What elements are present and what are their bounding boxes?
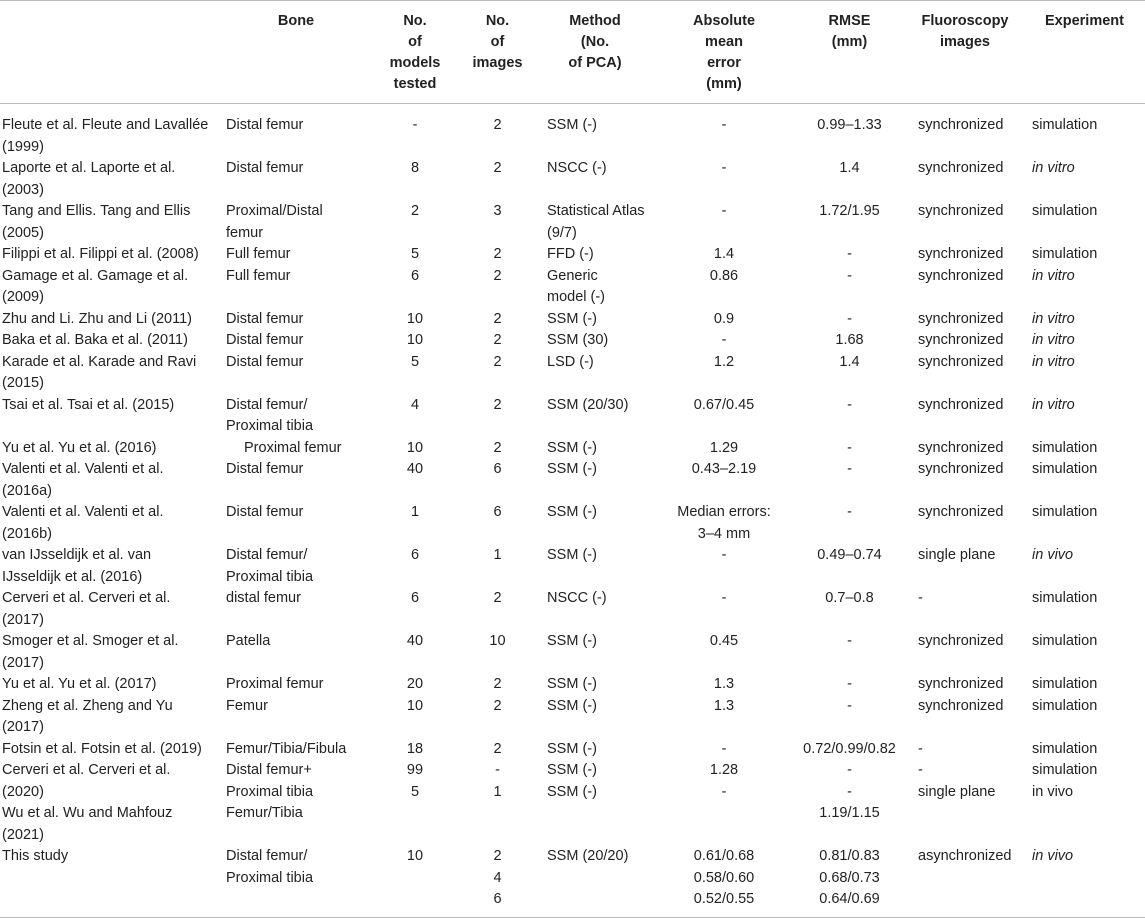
header-method: Method (No. of PCA) [535, 1, 655, 104]
cell-models: 2 [410, 203, 420, 219]
cell-method: SSM (-) [547, 740, 597, 757]
cell-method: SSM (-) [547, 697, 597, 714]
cell-fluoro: asynchronized [906, 846, 1024, 917]
header-fluoro: Fluoroscopy images [906, 1, 1024, 104]
cell-fluoro: synchronized [918, 633, 1004, 649]
cell-ame: 0.86 [709, 267, 739, 284]
cell-rmse: - [847, 461, 852, 477]
cell-fluoro: synchronized [918, 246, 1004, 262]
table-row [0, 395, 1145, 438]
cell-fluoro [906, 803, 1024, 846]
header-ame: Absolute mean error (mm) [655, 1, 793, 104]
cell-fluoro: single plane [918, 547, 996, 563]
cell-images: 3 [493, 203, 502, 219]
cell-method: SSM (-) [547, 461, 597, 477]
cell-rmse: 0.49–0.74 [817, 547, 882, 563]
cell-bone: Distal femur [226, 310, 304, 327]
cell-images: 2 4 6 [460, 846, 535, 917]
cell-bone: Full femur [226, 267, 291, 284]
cell-rmse: - - [847, 762, 852, 800]
cell-models: 6 [410, 267, 420, 284]
header-rmse: RMSE (mm) [793, 1, 906, 104]
cell-models: 99 5 [406, 762, 424, 800]
table-row [0, 244, 1145, 266]
table-row [0, 438, 1145, 460]
table-body [0, 104, 1145, 918]
cell-bone: Distal femur [226, 504, 304, 520]
cell-rmse: 1.4 [839, 353, 860, 370]
cell-experiment: in vitro [1032, 353, 1075, 370]
header-models: No. of models tested [370, 1, 460, 104]
cell-rmse: 1.4 [839, 160, 860, 176]
cell-experiment: in vivo [1032, 547, 1074, 563]
cell-images: 2 [493, 396, 502, 413]
cell-experiment: simulation [1032, 461, 1098, 477]
cell-bone: Distal femur/ Proximal tibia [226, 547, 314, 585]
cell-experiment: simulation [1032, 697, 1098, 714]
cell-fluoro: synchronized [918, 160, 1004, 176]
cell-bone: Proximal/Distal femur [226, 203, 323, 241]
cell-study: Baka et al. Baka et al. (2011) [2, 332, 188, 348]
cell-study: Laporte et al. Laporte et al. (2003) [2, 160, 176, 198]
cell-method: SSM (20/20) [535, 846, 655, 917]
cell-rmse: 0.7–0.8 [825, 590, 874, 606]
cell-models: 4 [410, 396, 420, 413]
cell-ame: Median errors: 3–4 mm [677, 504, 771, 542]
cell-ame: - [721, 203, 727, 219]
header-bone: Bone [222, 1, 370, 104]
cell-ame: 1.3 [713, 697, 735, 714]
cell-images: 2 [493, 267, 502, 284]
cell-images: 2 [493, 439, 502, 456]
cell-fluoro: synchronized [918, 332, 1004, 348]
cell-rmse: - [847, 676, 852, 692]
cell-ame: 1.3 [713, 676, 735, 692]
cell-method: SSM (-) [547, 633, 597, 649]
cell-fluoro: synchronized [918, 504, 1004, 520]
cell-ame: 1.2 [713, 353, 735, 370]
cell-bone: Distal femur [226, 160, 304, 176]
cell-models: 10 [406, 439, 424, 456]
cell-method: Generic model (-) [547, 267, 606, 305]
cell-images: - 1 [493, 762, 502, 800]
cell-experiment: simulation [1032, 504, 1098, 520]
cell-method: FFD (-) [547, 246, 594, 262]
table-row [0, 545, 1145, 588]
cell-study: Fotsin et al. Fotsin et al. (2019) [2, 740, 202, 757]
cell-fluoro: - [918, 740, 923, 757]
cell-method: NSCC (-) [547, 160, 607, 176]
cell-experiment: simulation [1032, 590, 1098, 606]
cell-bone: Distal femur+ Proximal tibia [226, 762, 314, 800]
cell-experiment: simulation [1032, 203, 1098, 219]
table-row [0, 330, 1145, 352]
cell-ame: - [721, 160, 727, 176]
table-row [0, 266, 1145, 309]
cell-models [370, 803, 460, 846]
table-row [0, 588, 1145, 631]
table-row [0, 201, 1145, 244]
cell-method [535, 803, 655, 846]
cell-method: Statistical Atlas (9/7) [547, 203, 645, 241]
cell-rmse: 0.72/0.99/0.82 [803, 740, 896, 757]
cell-rmse: - [847, 310, 852, 327]
cell-fluoro: synchronized [918, 676, 1004, 692]
cell-method: SSM (-) [547, 310, 597, 327]
cell-experiment: simulation [1032, 676, 1098, 692]
table-row [0, 352, 1145, 395]
cell-rmse: - [847, 396, 852, 413]
cell-rmse: 0.81/0.83 0.68/0.73 0.64/0.69 [793, 846, 906, 917]
cell-bone: Distal femur [226, 461, 304, 477]
cell-study: Valenti et al. Valenti et al. (2016a) [2, 461, 164, 499]
table-row [0, 104, 1145, 159]
table-row [0, 846, 1145, 917]
cell-models: 18 [406, 740, 424, 757]
cell-experiment: in vitro [1032, 396, 1075, 413]
cell-ame: - [721, 590, 727, 606]
header-experiment: Experiment [1024, 1, 1145, 104]
cell-method: SSM (30) [547, 332, 609, 348]
cell-fluoro: synchronized [918, 203, 1004, 219]
cell-ame [655, 803, 793, 846]
cell-bone: Full femur [226, 246, 291, 262]
cell-images: 6 [493, 461, 502, 477]
cell-fluoro: synchronized [918, 117, 1004, 133]
cell-experiment: in vivo [1024, 846, 1145, 917]
cell-rmse: - [847, 633, 852, 649]
cell-method: NSCC (-) [547, 590, 607, 606]
cell-fluoro: synchronized [918, 697, 1004, 714]
cell-method: SSM (-) SSM (-) [547, 762, 597, 800]
cell-study: Fleute et al. Fleute and Lavallée (1999) [2, 117, 209, 155]
cell-ame: 0.43–2.19 [691, 461, 757, 477]
table-row [0, 674, 1145, 696]
cell-study: van IJsseldijk et al. van IJsseldijk et al. (2016) [2, 547, 152, 585]
cell-study: Cerveri et al. Cerveri et al. (2017) [2, 590, 171, 628]
cell-experiment: in vitro [1032, 160, 1075, 176]
cell-models: 40 [406, 633, 424, 649]
cell-rmse: 1.72/1.95 [819, 203, 880, 219]
cell-ame: - [721, 332, 727, 348]
table-row [0, 739, 1145, 761]
cell-method: SSM (-) [547, 504, 597, 520]
cell-experiment: in vitro [1032, 332, 1075, 348]
cell-experiment: in vitro [1032, 267, 1075, 284]
cell-method: SSM (-) [547, 439, 597, 456]
cell-bone: distal femur [226, 590, 301, 606]
cell-ame: 0.61/0.68 0.58/0.60 0.52/0.55 [655, 846, 793, 917]
header-images: No. of images [460, 1, 535, 104]
cell-study: Zhu and Li. Zhu and Li (2011) [2, 310, 192, 327]
cell-bone: Distal femur [226, 332, 304, 348]
cell-images: 10 [489, 633, 506, 649]
cell-images: 2 [493, 676, 502, 692]
cell-models: 8 [410, 160, 420, 176]
cell-bone: Distal femur/ Proximal tibia [226, 396, 314, 434]
cell-bone: Patella [226, 633, 271, 649]
cell-images: 2 [493, 117, 502, 133]
cell-fluoro: synchronized [918, 396, 1004, 413]
table-row [0, 631, 1145, 674]
table-row [0, 760, 1145, 803]
cell-ame: 1.29 [709, 439, 739, 456]
cell-study: Yu et al. Yu et al. (2016) [2, 439, 157, 456]
cell-experiment: simulation [1032, 117, 1098, 133]
table-row [0, 803, 1145, 846]
cell-method: SSM (-) [547, 547, 597, 563]
cell-rmse: 1.19/1.15 [819, 805, 880, 821]
cell-study: Karade et al. Karade and Ravi (2015) [2, 353, 197, 391]
cell-study: Yu et al. Yu et al. (2017) [2, 676, 157, 692]
cell-method: SSM (-) [547, 117, 597, 133]
cell-ame: 1.28 - [709, 762, 739, 800]
cell-fluoro: synchronized [918, 353, 1004, 370]
cell-bone: Distal femur/ Proximal tibia [222, 846, 370, 917]
cell-models: 5 [410, 353, 420, 370]
cell-bone: Proximal femur [244, 439, 342, 456]
cell-method: LSD (-) [547, 353, 594, 370]
cell-experiment: in vitro [1032, 310, 1075, 327]
cell-fluoro: - [918, 590, 923, 606]
cell-study: Tsai et al. Tsai et al. (2015) [2, 396, 175, 413]
cell-models: 5 [410, 246, 420, 262]
cell-ame: 0.45 [709, 633, 739, 649]
cell-experiment: simulation [1032, 246, 1098, 262]
cell-fluoro: synchronized [918, 439, 1004, 456]
cell-study: Valenti et al. Valenti et al. (2016b) [2, 504, 164, 542]
cell-models: 40 [406, 461, 424, 477]
cell-fluoro: synchronized [918, 461, 1004, 477]
cell-bone: Femur [226, 697, 268, 714]
cell-study: Zheng et al. Zheng and Yu (2017) [2, 697, 173, 735]
cell-study: This study [0, 846, 222, 917]
cell-images [460, 803, 535, 846]
cell-fluoro: - single plane [918, 762, 996, 800]
cell-rmse: - [847, 246, 852, 262]
cell-images: 2 [493, 160, 502, 176]
cell-study: Wu et al. Wu and Mahfouz (2021) [2, 805, 173, 843]
cell-rmse: 1.68 [835, 332, 864, 348]
cell-ame: 0.9 [713, 310, 735, 327]
cell-bone: Femur/Tibia/Fibula [226, 740, 347, 757]
cell-models: 20 [406, 676, 424, 692]
table-row [0, 459, 1145, 502]
cell-images: 2 [493, 590, 502, 606]
cell-models: 10 [406, 310, 424, 327]
cell-study: Tang and Ellis. Tang and Ellis (2005) [2, 203, 191, 241]
cell-rmse: - [847, 267, 852, 284]
cell-method: SSM (-) [547, 676, 597, 692]
table-row [0, 309, 1145, 331]
cell-models: 1 [410, 504, 420, 520]
cell-models: 10 [406, 332, 424, 348]
cell-models: 6 [410, 547, 420, 563]
cell-models: 6 [410, 590, 420, 606]
cell-ame: 1.4 [713, 246, 735, 262]
cell-models: 10 [406, 697, 424, 714]
cell-ame: - [721, 117, 727, 133]
cell-ame: 0.67/0.45 [693, 396, 755, 413]
cell-images: 2 [493, 353, 502, 370]
cell-bone: Distal femur [226, 353, 304, 370]
cell-study: Smoger et al. Smoger et al. (2017) [2, 633, 179, 671]
cell-rmse: - [847, 439, 852, 456]
cell-experiment: simulation [1032, 633, 1098, 649]
cell-images: 2 [493, 697, 502, 714]
header-study [0, 1, 222, 104]
cell-fluoro: synchronized [918, 310, 1004, 327]
cell-bone: Distal femur [226, 117, 304, 133]
cell-bone: Proximal femur [226, 676, 324, 692]
cell-models: 10 [370, 846, 460, 917]
cell-models: - [412, 117, 418, 133]
cell-fluoro: synchronized [918, 267, 1004, 284]
cell-experiment [1024, 803, 1145, 846]
cell-study: Gamage et al. Gamage et al. (2009) [2, 267, 189, 305]
table-row [0, 158, 1145, 201]
cell-experiment: simulation [1032, 439, 1098, 456]
cell-ame: - [721, 740, 727, 757]
cell-rmse: 0.99–1.33 [817, 117, 882, 133]
cell-experiment: simulation in vivo [1032, 762, 1098, 800]
cell-study: Cerveri et al. Cerveri et al. (2020) [2, 762, 171, 800]
cell-images: 2 [493, 246, 502, 262]
cell-rmse: - [847, 504, 852, 520]
cell-study: Filippi et al. Filippi et al. (2008) [2, 246, 199, 262]
cell-rmse: - [847, 697, 852, 714]
cell-bone: Femur/Tibia [226, 805, 303, 821]
cell-experiment: simulation [1032, 740, 1098, 757]
cell-ame: - [721, 547, 727, 563]
cell-images: 2 [493, 332, 502, 348]
cell-images: 2 [493, 310, 502, 327]
cell-images: 2 [493, 740, 502, 757]
cell-images: 1 [493, 547, 502, 563]
table-header [0, 1, 1145, 104]
cell-images: 6 [493, 504, 502, 520]
cell-method: SSM (20/30) [547, 396, 629, 413]
table-row [0, 502, 1145, 545]
table-row [0, 696, 1145, 739]
